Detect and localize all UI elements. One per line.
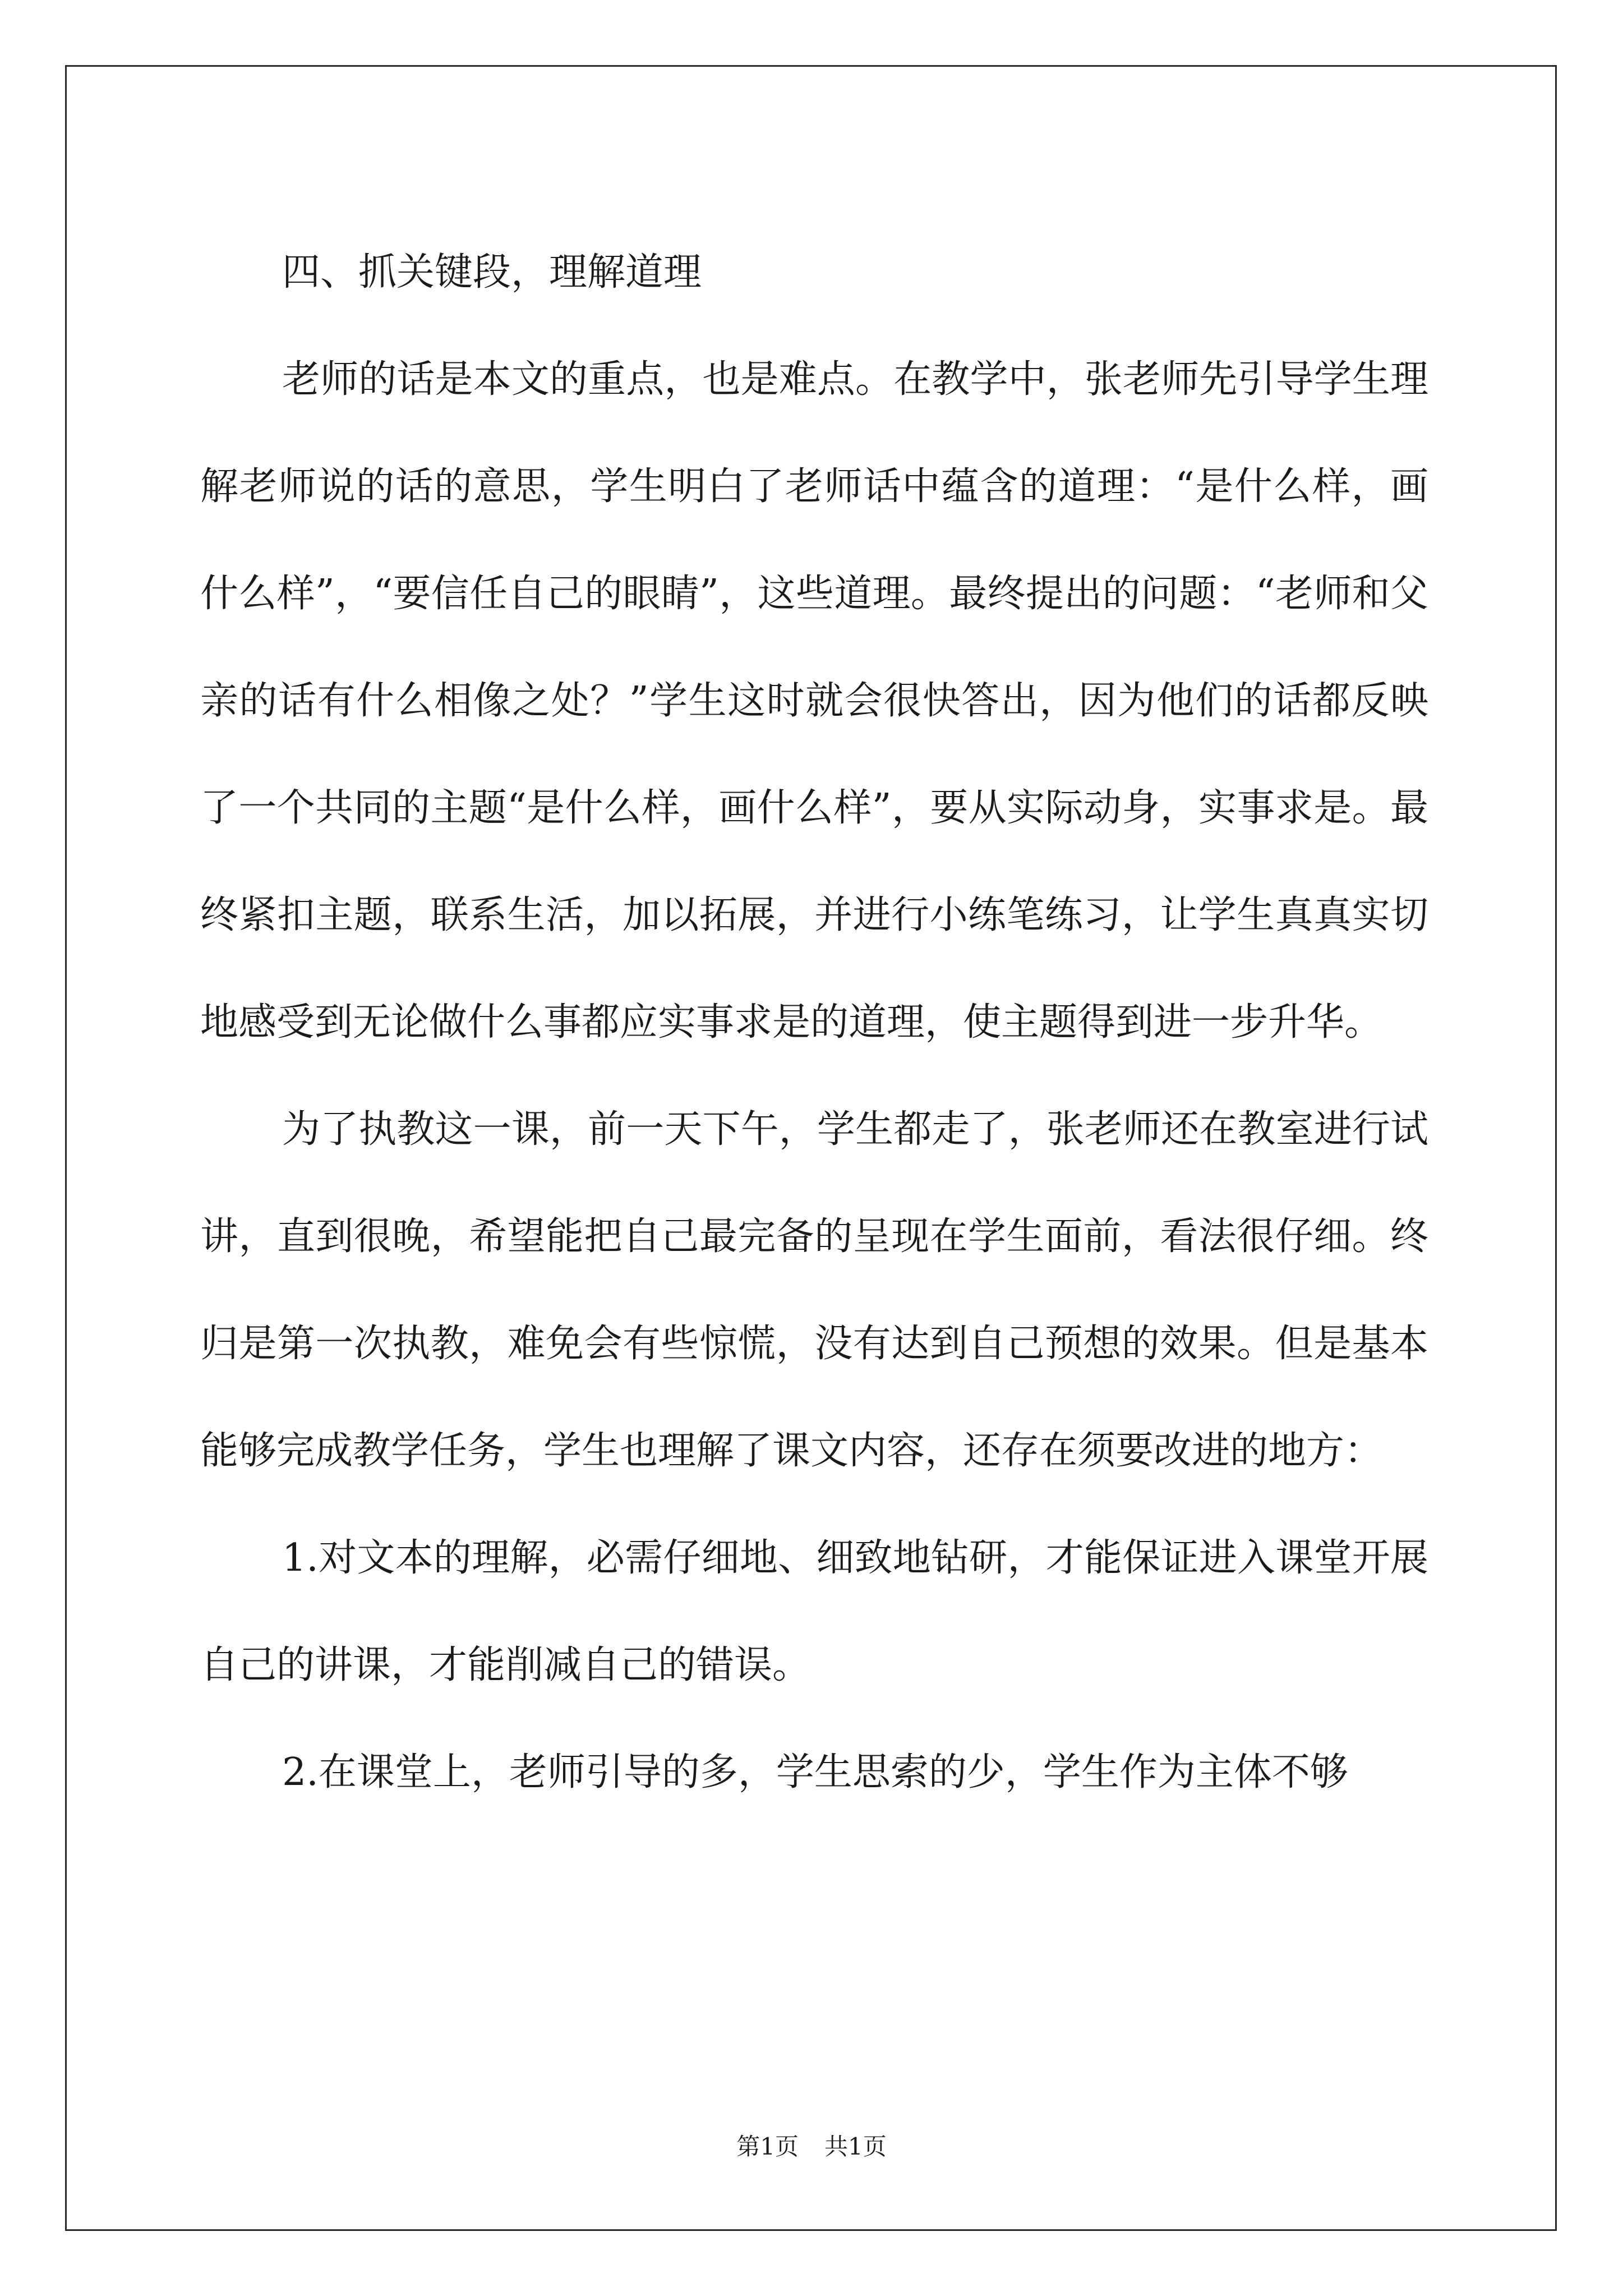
list-item: 1.对文本的理解，必需仔细地、细致地钻研，才能保证进入课堂开展自己的讲课，才能削减自己的错误。 <box>200 1536 1428 1687</box>
paragraph: 老师的话是本文的重点，也是难点。在教学中，张老师先引导学生理解老师说的话的意思，学生明白了老师话中蕴含的道理：“是什么样，画什么样”，“要信任自己的眼睛”，这些道理。最终提出的问题：“老师和父亲的话有什么相像之处？”学生这时就会很快答出，因为他们的话都反映了一个共同的主题“是什么样，画什么样”，要从实际动身，实事求是。最终紧扣主题，联系生活，加以拓展，并进行小练笔练习，让学生真真实切地感受到无论做什么事都应实事求是的道理，使主题得到进一步升华。 <box>200 357 1428 1045</box>
section-heading: 四、抓关键段，理解道理 <box>282 250 702 295</box>
document-body <box>200 219 1428 1826</box>
page-total: 共1页 <box>824 2133 887 2160</box>
paragraph: 为了执教这一课，前一天下午，学生都走了，张老师还在教室进行试讲，直到很晚，希望能把自己最完备的呈现在学生面前，看法很仔细。终归是第一次执教，难免会有些惊慌，没有达到自己预想的效果。但是基本能够完成教学任务，学生也理解了课文内容，还存在须要改进的地方： <box>200 1107 1428 1473</box>
list-item: 2.在课堂上，老师引导的多，学生思索的少，学生作为主体不够 <box>282 1750 1348 1795</box>
page-footer <box>0 2130 1623 2164</box>
page-number: 第1页 <box>736 2133 799 2160</box>
